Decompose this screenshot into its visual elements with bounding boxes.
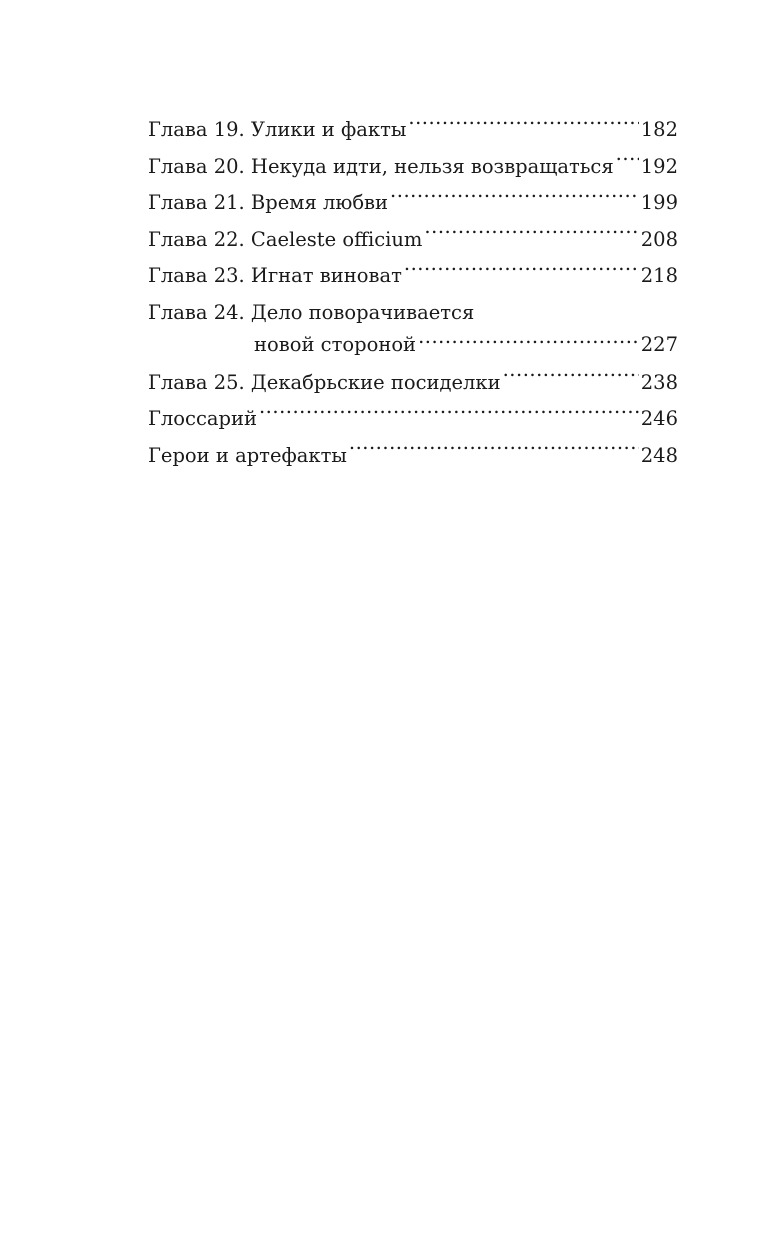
toc-entry-title: Глава 23. Игнат виноват bbox=[148, 264, 402, 287]
toc-entry-chapter-20 bbox=[148, 149, 678, 186]
toc-entry-title: Глоссарий bbox=[148, 407, 257, 430]
toc-leader-dots bbox=[616, 153, 639, 173]
toc-entry-title-line2-row bbox=[148, 331, 678, 359]
toc-leader-dots bbox=[259, 406, 639, 426]
toc-entry-title: Глава 22. Caeleste officium bbox=[148, 227, 423, 251]
toc-leader-dots bbox=[408, 117, 638, 137]
toc-entry-page: 248 bbox=[640, 443, 678, 467]
toc-entry-glossary bbox=[148, 401, 678, 438]
table-of-contents bbox=[148, 112, 678, 474]
toc-entry-page: 227 bbox=[640, 332, 678, 356]
toc-entry-page: 199 bbox=[640, 191, 678, 214]
toc-entry-title: Глава 25. Декабрьские посиделки bbox=[148, 370, 501, 394]
toc-leader-dots bbox=[404, 263, 639, 283]
toc-entry-chapter-25 bbox=[148, 365, 678, 402]
toc-entry-title: Герои и артефакты bbox=[148, 443, 347, 467]
toc-entry-page: 238 bbox=[640, 370, 678, 394]
toc-entry-chapter-24 bbox=[148, 295, 678, 365]
toc-entry-chapter-21 bbox=[148, 185, 678, 222]
toc-leader-dots bbox=[349, 442, 639, 462]
toc-entry-heroes-artifacts bbox=[148, 438, 678, 475]
toc-entry-title-line1: Глава 24. Дело поворачивается bbox=[148, 300, 475, 324]
toc-entry-title: Глава 21. Время любви bbox=[148, 191, 389, 214]
toc-entry-page: 192 bbox=[640, 154, 678, 178]
toc-entry-page: 208 bbox=[640, 227, 678, 251]
toc-entry-title-line2: новой стороной bbox=[254, 332, 417, 356]
toc-entry-title: Глава 20. Некуда идти, нельзя возвращаться bbox=[148, 154, 614, 178]
toc-leader-dots bbox=[424, 226, 638, 246]
toc-leader-dots bbox=[503, 369, 639, 389]
toc-entry-chapter-23 bbox=[148, 258, 678, 295]
toc-leader-dots bbox=[390, 190, 639, 210]
toc-entry-page: 182 bbox=[640, 118, 678, 141]
toc-leader-dots bbox=[418, 331, 639, 351]
toc-entry-chapter-19 bbox=[148, 112, 678, 149]
toc-entry-page: 218 bbox=[640, 264, 678, 287]
toc-entry-chapter-22 bbox=[148, 222, 678, 259]
toc-entry-page: 246 bbox=[640, 407, 678, 430]
toc-entry-title: Глава 19. Улики и факты bbox=[148, 118, 407, 141]
